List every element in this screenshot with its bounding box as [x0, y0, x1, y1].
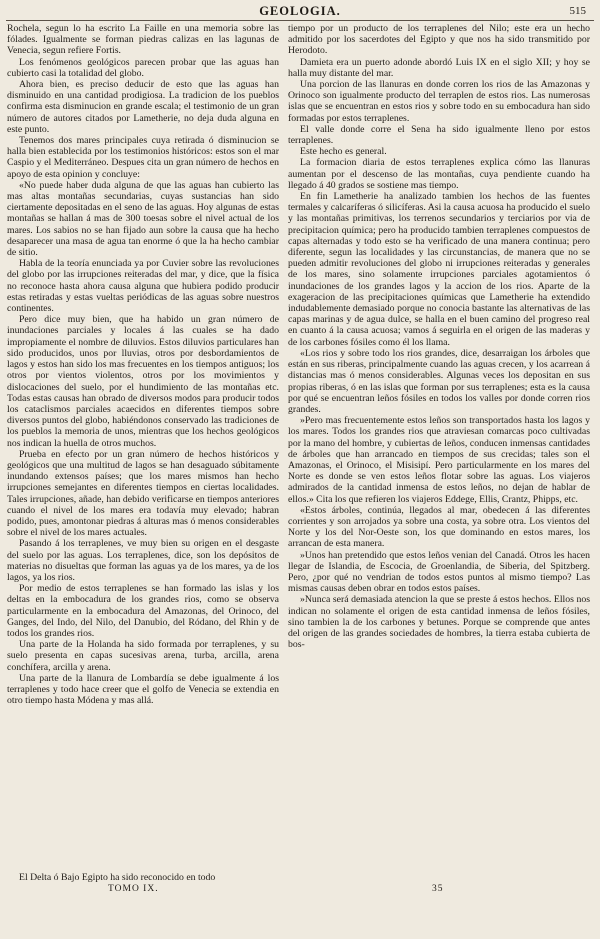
paragraph: Los fenómenos geológicos parecen probar que las aguas han cubierto casi la totalidad del globo.	[7, 56, 279, 79]
paragraph: »Pero mas frecuentemente estos leños son transportados hasta los lagos y los mares. Todos los grandes rios que atraviesan comarcas poco cultivadas por la mano del hombre, y cubiertas de leños, conducen inmensas cantidades de árboles que han arrancado en tiempos de sus crecidas; tales son el Amazonas, el Orinoco, el Misisipí. Pero particularmente en los mares del Norte es donde se ven estos leños flotar sobre las aguas. Los viajeros admirados de la cantidad inmensa de estos leños, no dejan de hablar de ellos.» Cita los que refieren los viajeros Eddege, Ellis, Crantz, Phipps, etc.	[288, 415, 590, 505]
header-rule	[6, 20, 594, 21]
paragraph: »Unos han pretendido que estos leños venian del Canadá. Otros les hacen llegar de Islandia, de Escocia, de Groenlandia, de Siberia, del Spitzberg. Pero, ¿por qué no vendrian de todos estos puntos al mismo tiempo? Las mismas causas deben obrar en todos estos países.	[288, 549, 590, 595]
page-number: 515	[569, 5, 586, 17]
paragraph: «Los rios y sobre todo los rios grandes, dice, desarraigan los árboles que están en sus riberas, principalmente cuando las aguas crecen, y los acarrean á distancias mas ó menos considerables. Algunas veces los depositan en sus propias riberas, ó en las islas que forman por sus terraplenes; esta es la causa por qué se encuentran leños fósiles en todos los valles por donde corren rios grandes.	[288, 347, 590, 415]
paragraph: Una porcion de las llanuras en donde corren los rios de las Amazonas y Orinoco son igualmente producto del terraplen de estos rios. Las numerosas islas que se encuentran en estos rios y sobre todo en su embocadura han sido formadas por estos terraplenes.	[288, 79, 590, 124]
bottom-lines	[0, 872, 600, 884]
paragraph: El valle donde corre el Sena ha sido igualmente lleno por estos terraplenes.	[288, 123, 590, 147]
running-header	[0, 4, 600, 20]
paragraph: Habla de la teoría enunciada ya por Cuvier sobre las revoluciones del globo por las irrupciones reiteradas del mar, y dice, que la física no reconoce hasta ahora causa alguna que hubiera podido producir estas retiradas y estas vueltas periódicas de las aguas sobre nuestros continentes.	[7, 258, 279, 315]
paragraph: La formacion diaria de estos terraplenes explica cómo las llanuras aumentan por el descenso de las montañas, cuya pendiente cuando ha llegado á 40 grados se sostiene mas tiempo.	[288, 157, 590, 191]
page-title: GEOLOGIA.	[259, 4, 341, 18]
paragraph: Damieta era un puerto adonde abordó Luis IX en el siglo XII; y hoy se halla muy distante del mar.	[288, 56, 590, 79]
left-final-line: El Delta ó Bajo Egipto ha sido reconocido en todo	[19, 872, 216, 883]
paragraph: »Nunca será demasiada atencion la que se preste á estos hechos. Ellos nos indican no solamente el origen de esta cantidad inmensa de leños fósiles, sino tambien la de los carbones y betunes. Porque se comprende que antes del origen de las grandes sociedades de hombres, la tierra estaba cubierta de bos-	[288, 594, 590, 651]
paragraph: Este hecho es general.	[300, 146, 387, 158]
paragraph: tiempo por un producto de los terraplenes del Nilo; este era un hecho admitido por los sacerdotes del Egipto y que nos ha sido transmitido por Herodoto.	[288, 23, 590, 57]
signature-mark: 35	[432, 884, 444, 894]
paragraph: «Estos árboles, continúa, llegados al mar, obedecen á las diferentes corrientes y son arrojados ya sobre una costa, ya sobre otra. Los vientos del Norte y los del Nor-Oeste son, los que dominando en estos mares, los arrancan de esta manera.	[288, 504, 590, 550]
right-column	[288, 23, 590, 873]
volume-label: TOMO IX.	[108, 884, 159, 894]
left-column	[7, 23, 279, 873]
paragraph: «No puede haber duda alguna de que las aguas han cubierto las mas altas montañas secundarias, cuyas sustancias han sido ciertamente depositadas en el seno de las aguas. Hoy algunas de estas montañas se hallan á mas de 300 toesas sobre el nivel actual de los mares. Los sabios no se han fijado aun sobre la causa que ha hecho desaparecer una masa de agua tan enorme ó que la ha hecho cambiar de sitio.	[7, 179, 279, 259]
paragraph: Una parte de la Holanda ha sido formada por terraplenes, y su suelo presenta en capas sucesivas arena, turba, arcilla, arena conchífera, arcilla y arena.	[7, 639, 279, 673]
paragraph: Pero dice muy bien, que ha habido un gran número de inundaciones parciales y locales á las cuales se ha dado impropiamente el nombre de diluvios. Estos diluvios particulares han sido producidos, unos por lluvias, otros por desbordamientos de lagos y estos han sido los mas frecuentes en los tiempos antiguos; los otros por vientos violentos, otros por los movimientos y dislocaciones del suelo, por el hundimiento de las montañas etc. Todas estas causas han obrado de diversos modos para producir todos los cataclismos parciales acaecidos en diferentes tiempos sobre diversos puntos del globo, habiéndonos conservado las tradiciones de los pueblos la memoria de unos, mientras que los hechos geológicos nos indican la huella de otros muchos.	[7, 314, 279, 449]
paragraph: Rochela, segun lo ha escrito La Faille en una memoria sobre las fólades. Igualmente se forman piedras calizas en las lagunas de Venecia, segun refiere Fortis.	[7, 23, 279, 57]
paragraph: Ahora bien, es preciso deducir de esto que las aguas han disminuido en una cantidad prodigiosa. La tradicion de los pueblos confirma esta disminucion en grande escala; el testimonio de un gran número de autores citados por Lametherie, no deja duda alguna en este punto.	[7, 79, 279, 135]
paragraph: Por medio de estos terraplenes se han formado las islas y los deltas en la embocadura de los grandes rios, como se observa particularmente en la embocadura del Amazonas, del Orinoco, del Ganges, del Indo, del Nilo, del Danubio, del Ródano, del Rhin y de todos los grandes rios.	[7, 583, 279, 639]
paragraph: Tenemos dos mares principales cuya retirada ó disminucion se halla bien establecida por los testimonios históricos: estos son el mar Caspio y el Mediterráneo. Despues cita un gran número de hechos en apoyo de esta opinion y concluye:	[7, 135, 279, 180]
paragraph: En fin Lametherie ha analizado tambien los hechos de las fuentes termales y calcaríferas ó silicíferas. Asi la causa acuosa ha producido el suelo y las montañas primitivas, los terrenos secundarios y terciarios por via de precipitacion química; pero ha producido tambien terraplenes compuestos de capas alternadas y todo esto se ha verificado de una manera continua; pero diferente, segun las localidades y las circunstancias, de manera que no se pueden admitir revoluciones del globo ni irrupciones reiteradas y generales de los mares, sino solamente irrupciones parciales agotamientos ó inundaciones de los grandes lagos y la accion de los rios. Aparte de la exageracion de las precipitaciones químicas que Lametherie ha extendido indudablemente demasiado porque no conocia bastante las alternativas de las capas marinas y de agua dulce, se halla en el buen camino del progreso real en cuanto á la causa acuosa; vamos á seguirla en el origen de las maderas y de los carbones fósiles como él los llama.	[288, 191, 590, 348]
paragraph: Una parte de la llanura de Lombardía se debe igualmente á los terraplenes y todo hace creer que el golfo de Venecia se extendia en otro tiempo hasta Módena y mas allá.	[7, 672, 279, 707]
paragraph: Prueba en efecto por un gran número de hechos históricos y geológicos que una multitud de lagos se han desaguado súbitamente inundando extensos países; que los mares mismos han hecho irrupciones semejantes en diferentes tiempos en ciertas localidades. Tales irrupciones, añade, han debido verificarse en tiempos anteriores cuando el nivel de los mares era todavía muy elevado; habran podido, pues, amontonar piedras á alturas mas ó menos considerables sobre el nivel de los mares actuales.	[7, 448, 279, 539]
paragraph: Pasando á los terraplenes, ve muy bien su origen en el desgaste del suelo por las aguas. Los terraplenes, dice, son los depósitos de materias no disueltas que forman las aguas ya de los mares, ya de los lagos, ya los rios.	[7, 538, 279, 583]
